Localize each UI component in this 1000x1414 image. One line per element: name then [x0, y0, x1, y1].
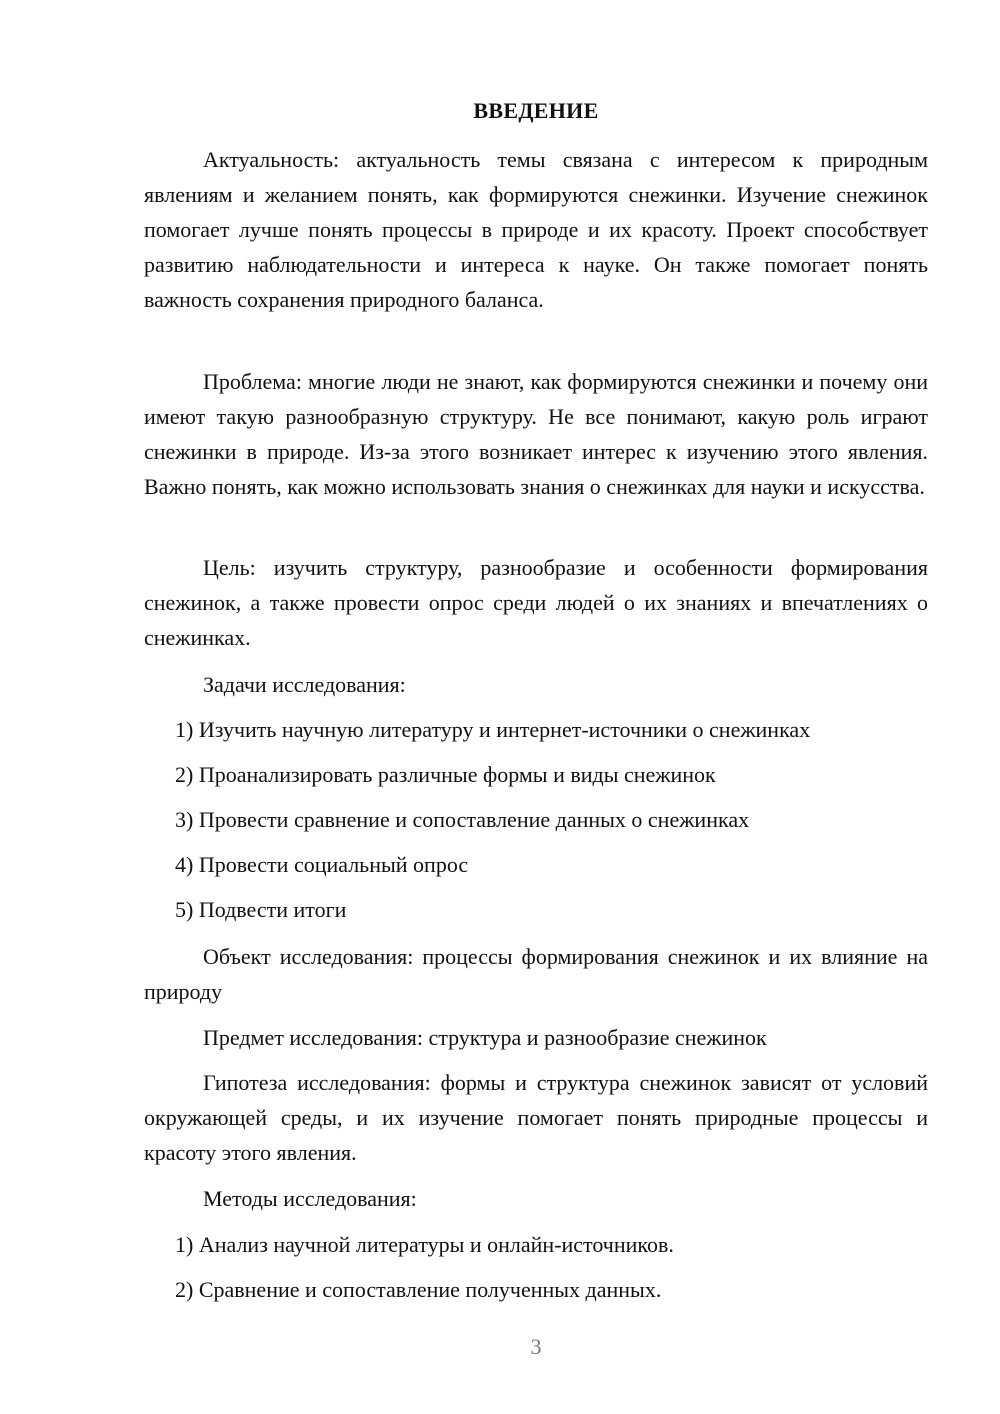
page-title: ВВЕДЕНИЕ: [473, 98, 599, 123]
hypothesis-paragraph: Гипотеза исследования: формы и структура снежинок зависят от условий окружающей среды, и их изучение помогает понять природные процессы и красоту этого явления.: [144, 1070, 928, 1165]
task-item: 3) Провести сравнение и сопоставление данных о снежинках: [175, 807, 750, 832]
method-item: 1) Анализ научной литературы и онлайн-источников.: [175, 1232, 674, 1257]
goal-paragraph: Цель: изучить структуру, разнообразие и особенности формирования снежинок, а также провести опрос среди людей о их знаниях и впечатлениях о снежинках.: [144, 555, 928, 650]
task-item: 1) Изучить научную литературу и интернет-источники о снежинках: [175, 717, 811, 742]
page-number: 3: [530, 1334, 542, 1359]
relevance-paragraph: Актуальность: актуальность темы связана с интересом к природным явлениям и желанием понять, как формируются снежинки. Изучение снежинок помогает лучше понять процессы в природе и их красоту. Проект способствует развитию наблюдательности и интереса к науке. Он также помогает понять важность сохранения природного баланса.: [144, 147, 928, 312]
object-paragraph: Объект исследования: процессы формирования снежинок и их влияние на природу: [144, 944, 928, 1004]
task-item: 5) Подвести итоги: [175, 897, 347, 922]
tasks-heading: Задачи исследования:: [203, 672, 406, 697]
problem-paragraph: Проблема: многие люди не знают, как формируются снежинки и почему они имеют такую разнообразную структуру. Не все понимают, какую роль играют снежинки в природе. Из-за этого возникает интерес к изучению этого явления. Важно понять, как можно использовать знания о снежинках для науки и искусства.: [144, 369, 928, 499]
methods-heading: Методы исследования:: [203, 1186, 417, 1211]
method-item: 2) Сравнение и сопоставление полученных данных.: [175, 1277, 662, 1302]
subject-paragraph: Предмет исследования: структура и разнообразие снежинок: [203, 1025, 767, 1050]
task-item: 4) Провести социальный опрос: [175, 852, 469, 877]
task-item: 2) Проанализировать различные формы и виды снежинок: [175, 762, 716, 787]
